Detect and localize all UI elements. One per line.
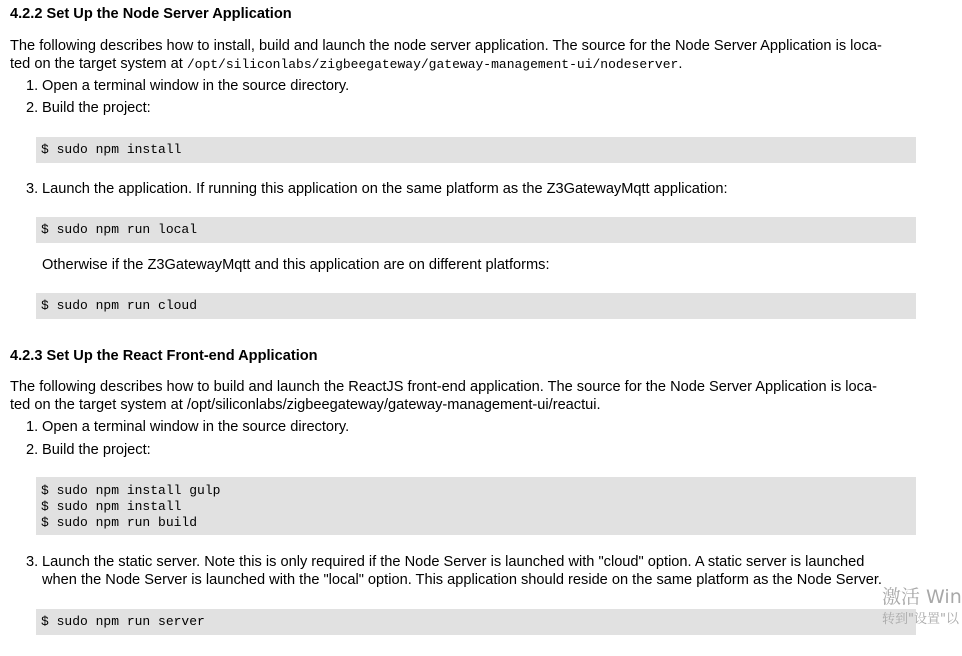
paragraph-intro-line2: ted on the target system at /opt/siliconlabs/zigbeegateway/gateway-management-ui/reactui. [10,397,601,413]
list-item [26,418,349,436]
list-item [26,553,864,571]
paragraph-intro-line1: The following describes how to install, build and launch the node server application. The source for the Node Server Application is loca- [10,38,882,54]
code-line: $ sudo npm run cloud [41,298,198,313]
source-path: /opt/siliconlabs/zigbeegateway/gateway-management-ui/nodeserver [186,57,679,72]
code-line: $ sudo npm run local [41,222,198,237]
list-item [26,441,151,459]
activation-watermark-subtitle: 转到"设置"以 [882,612,959,627]
list-number: 3. [26,181,39,197]
paragraph-intro-line2 [10,55,682,74]
code-line: $ sudo npm install gulp [41,483,221,498]
list-item [26,77,349,95]
code-block [36,217,916,243]
code-line: $ sudo npm install [41,142,182,157]
code-block [36,137,916,163]
list-item-text: Build the project: [42,442,151,458]
activation-watermark-title: 激活 Win [882,586,962,608]
code-line: $ sudo npm run server [41,614,205,629]
list-number: 3. [26,554,39,570]
code-block [36,293,916,319]
intro-period: . [678,56,683,72]
list-item-text: Open a terminal window in the source directory. [42,419,350,435]
list-item-text: Launch the static server. Note this is only required if the Node Server is launched with "cloud" option. A static server is launched [42,554,865,570]
section-heading-4-2-3: 4.2.3 Set Up the React Front-end Application [10,348,318,364]
list-number: 1. [26,78,39,94]
list-number: 1. [26,419,39,435]
list-item-text: Launch the application. If running this application on the same platform as the Z3GatewayMqtt application: [42,181,728,197]
list-item-continuation: when the Node Server is launched with the "local" option. This application should reside on the same platform as the Node Server. [42,572,882,588]
section-heading-4-2-2: 4.2.2 Set Up the Node Server Application [10,6,292,22]
list-number: 2. [26,100,39,116]
paragraph-intro-line1: The following describes how to build and launch the ReactJS front-end application. The source for the Node Server Application is loca- [10,379,877,395]
list-item-text: Build the project: [42,100,151,116]
list-item [26,180,728,198]
code-block [36,609,916,635]
code-line: $ sudo npm run build [41,515,198,530]
code-line: $ sudo npm install [41,499,182,514]
list-number: 2. [26,442,39,458]
code-block [36,477,916,535]
intro-text: ted on the target system at [10,56,187,72]
list-item-text: Open a terminal window in the source directory. [42,78,350,94]
paragraph-otherwise: Otherwise if the Z3GatewayMqtt and this application are on different platforms: [42,257,550,273]
list-item [26,99,151,117]
